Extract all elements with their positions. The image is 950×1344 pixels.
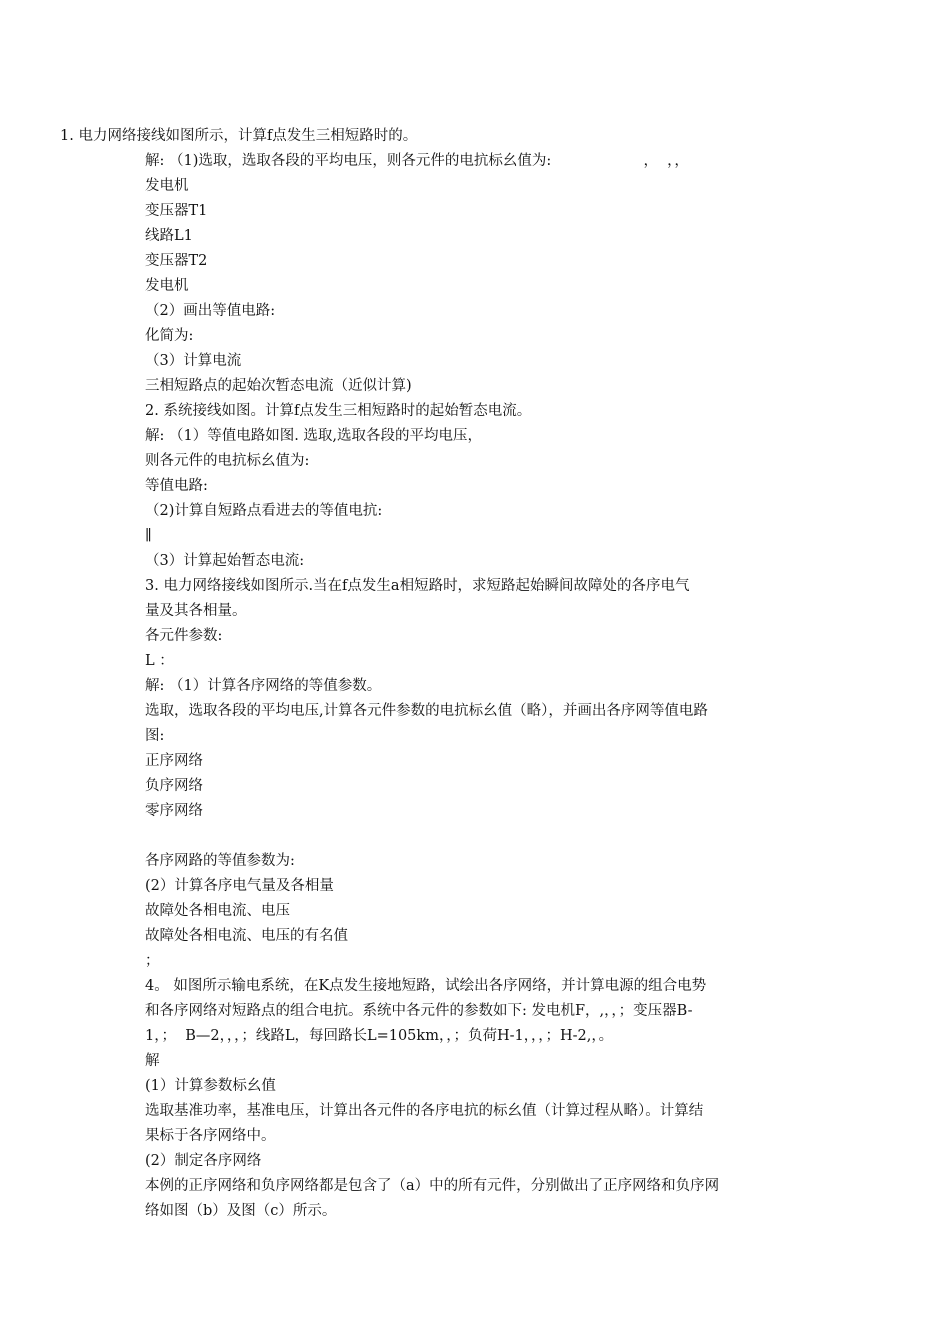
- text-line: 则各元件的电抗标幺值为:: [145, 453, 310, 469]
- text-line: 1，； B—2，，，；线路L，每回路长L=105km，，；负荷H-1，，，；H-2,，。: [145, 1028, 614, 1044]
- text-line: （3）计算电流: [145, 353, 242, 369]
- text-line: 线路L1: [145, 228, 193, 244]
- text-line: 络如图（b）及图（c）所示。: [145, 1203, 337, 1219]
- text-line: 果标于各序网络中。: [145, 1128, 276, 1144]
- text-line: ；: [145, 953, 160, 969]
- text-line: L ：: [145, 653, 174, 669]
- solution-line: 解: （1）等值电路如图. 选取,选取各段的平均电压，: [145, 428, 483, 444]
- text-line: (2）制定各序网络: [145, 1153, 262, 1169]
- text-line: (2）计算各序电气量及各相量: [145, 878, 334, 894]
- text-line: 发电机: [145, 278, 189, 294]
- text-line: 变压器T1: [145, 203, 208, 219]
- text-line: 变压器T2: [145, 253, 208, 269]
- text-line: 和各序网络对短路点的组合电抗。系统中各元件的参数如下: 发电机F，,，，；变压器B-: [145, 1003, 693, 1019]
- text-line: 正序网络: [145, 753, 203, 769]
- text-line: 三相短路点的起始次暂态电流（近似计算): [145, 378, 412, 394]
- solution-line: [145, 151, 689, 171]
- text-line: (1）计算参数标幺值: [145, 1078, 276, 1094]
- text-line: 图:: [145, 728, 165, 744]
- text-line: 等值电路:: [145, 478, 208, 494]
- text-line: 选取基准功率，基准电压，计算出各元件的各序电抗的标幺值（计算过程从略）。计算结: [145, 1103, 704, 1119]
- text-line: 零序网络: [145, 803, 203, 819]
- text-line: 选取，选取各段的平均电压,计算各元件参数的电抗标幺值（略），并画出各序网等值电路: [145, 703, 708, 719]
- text-line: 发电机: [145, 178, 189, 194]
- parallel-symbol: ∥: [145, 528, 152, 544]
- problem-2-heading: 2. 系统接线如图。计算f点发生三相短路时的起始暂态电流。: [145, 403, 532, 419]
- text-line: 本例的正序网络和负序网络都是包含了（a）中的所有元件，分别做出了正序网络和负序网: [145, 1178, 720, 1194]
- text-line: 1. 电力网络接线如图所示，计算f点发生三相短路时的。: [60, 128, 418, 144]
- text-line: 解: （1)选取，选取各段的平均电压，则各元件的电抗标幺值为: ， ，，: [145, 153, 689, 169]
- text-line: 负序网络: [145, 778, 203, 794]
- text-line: （2）画出等值电路:: [145, 303, 276, 319]
- text-line: （2)计算自短路点看进去的等值电抗:: [145, 503, 383, 519]
- text-line: （3）计算起始暂态电流:: [145, 553, 305, 569]
- solution-line: 解: （1）计算各序网络的等值参数。: [145, 678, 382, 694]
- text-line: 故障处各相电流、电压的有名值: [145, 928, 348, 944]
- problem-4-heading: 4。 如图所示输电系统，在K点发生接地短路，试绘出各序网络，并计算电源的组合电势: [145, 978, 707, 994]
- text-line: 各序网路的等值参数为:: [145, 853, 295, 869]
- solution-line: 解: [145, 1053, 160, 1069]
- text-line: 化简为:: [145, 328, 194, 344]
- problem-1-heading: [60, 126, 417, 146]
- text-line: 故障处各相电流、电压: [145, 903, 290, 919]
- problem-3-heading: 3. 电力网络接线如图所示.当在f点发生a相短路时，求短路起始瞬间故障处的各序电气: [145, 578, 690, 594]
- text-line: 各元件参数:: [145, 628, 223, 644]
- text-line: 量及其各相量。: [145, 603, 247, 619]
